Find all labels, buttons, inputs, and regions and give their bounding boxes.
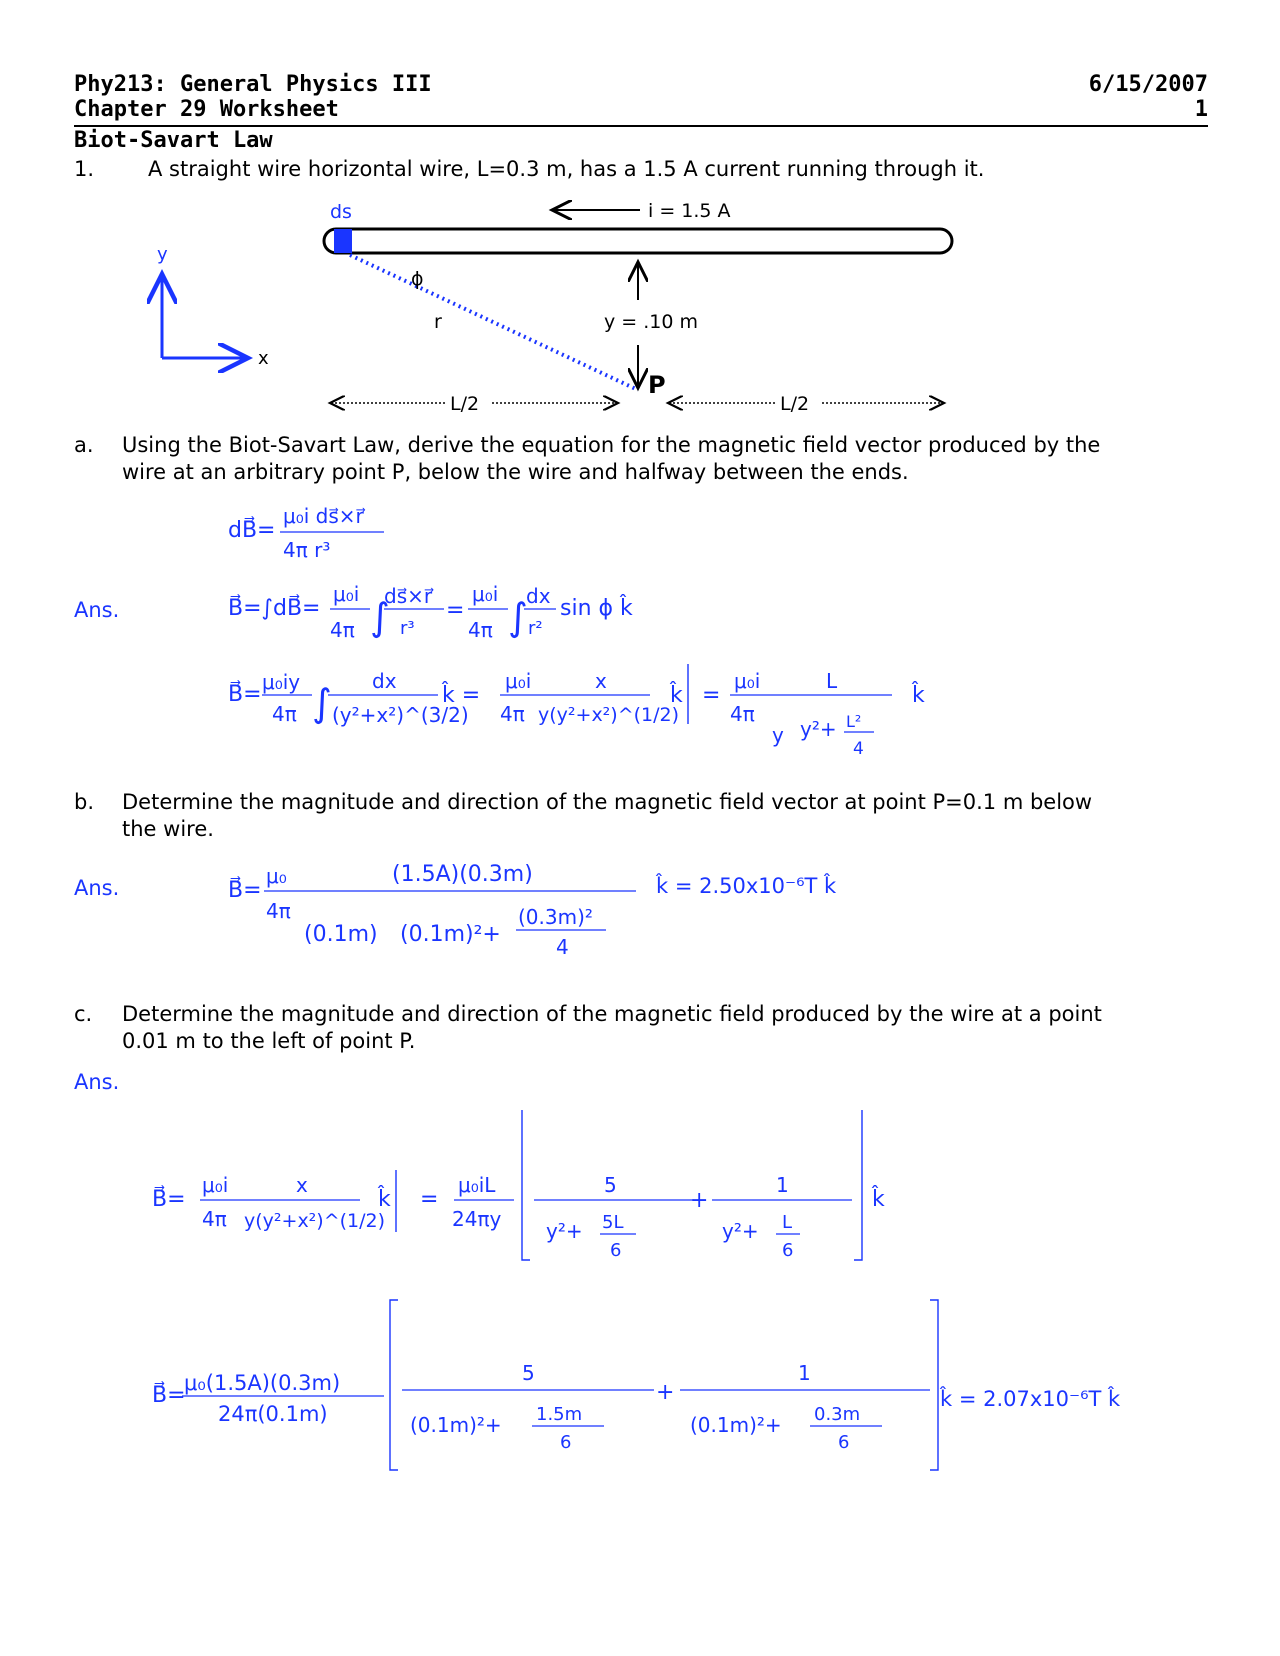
c1-muil: μ₀iL	[458, 1173, 496, 1197]
c1-5l: 5L	[602, 1212, 624, 1233]
phi-label: ϕ	[411, 268, 424, 290]
part-a-letter: a.	[74, 433, 94, 457]
eq3-x: x	[595, 669, 607, 693]
eq2-lhs: B⃗=∫dB⃗=	[228, 596, 321, 621]
x-axis-label: x	[258, 348, 269, 369]
eq2-integral2: ∫	[508, 595, 528, 639]
part-a-line2: wire at an arbitrary point P, below the wire and halfway between the ends.	[122, 460, 909, 484]
worksheet-title: Chapter 29 Worksheet	[74, 97, 339, 122]
eq3-r-num: μ₀i	[734, 669, 761, 693]
c1-eq: =	[420, 1187, 439, 1212]
part-b-equation	[0, 840, 1280, 1000]
eq3-dx: dx	[372, 669, 397, 693]
eq3-y2: y²+	[800, 717, 837, 741]
problem-number: 1.	[74, 157, 95, 181]
part-a-line1: Using the Biot-Savart Law, derive the equation for the magnetic field vector produced by the	[122, 433, 1101, 457]
current-label: i = 1.5 A	[648, 200, 731, 222]
part-c-equations	[0, 1110, 1280, 1490]
eq3-m-num: μ₀i	[505, 669, 532, 693]
y-distance-label: y = .10 m	[604, 311, 699, 333]
eq2-eq: =	[446, 598, 465, 623]
eq3-4: 4	[853, 739, 864, 759]
section-title: Biot-Savart Law	[74, 128, 273, 153]
eq3-k3: k̂	[912, 683, 925, 708]
b-den2: (0.1m)²+	[400, 922, 501, 947]
course-title: Phy213: General Physics III	[74, 72, 432, 97]
c1-k: k̂	[378, 1187, 391, 1212]
c2-num: μ₀(1.5A)(0.3m)	[184, 1371, 341, 1395]
c1-den: y(y²+x²)^(1/2)	[244, 1210, 386, 1232]
b-4pi: 4π	[266, 899, 291, 923]
eq2-r2: r²	[528, 618, 543, 639]
part-c-ans-label: Ans.	[74, 1070, 120, 1094]
c2-03m: 0.3m	[814, 1404, 861, 1425]
c2-6b: 6	[838, 1432, 850, 1453]
eq3-L2: L²	[846, 712, 862, 731]
eq3-integral: ∫	[312, 681, 332, 725]
eq1-num: μ₀i ds⃗×r⃗	[283, 504, 364, 528]
c2-lhs: B⃗=	[152, 1383, 186, 1408]
part-b-line2: the wire.	[122, 817, 214, 841]
y-axis-label: y	[157, 244, 168, 265]
problem-statement: A straight wire horizontal wire, L=0.3 m, has a 1.5 A current running through it.	[148, 157, 985, 181]
c1-5: 5	[604, 1173, 617, 1197]
eq3-y: y	[772, 723, 784, 747]
eq2-f1-num: μ₀i	[333, 582, 360, 606]
eq3-eq: =	[702, 683, 721, 708]
c2-b: (0.1m)²+	[690, 1413, 782, 1437]
c1-mu: μ₀i	[202, 1173, 229, 1197]
c1-lhs: B⃗=	[152, 1187, 186, 1212]
part-a-ans-label: Ans.	[74, 598, 120, 622]
b-den1: (0.1m)	[304, 922, 378, 947]
c2-1: 1	[798, 1361, 811, 1385]
eq2-int-num: ds⃗×r⃗	[384, 584, 433, 608]
c1-x: x	[296, 1173, 308, 1197]
c1-1: 1	[776, 1173, 789, 1197]
eq2-f1-den: 4π	[330, 618, 355, 642]
eq3-L: L	[826, 669, 838, 693]
page-number: 1	[1194, 97, 1208, 122]
eq2-f2-den: 4π	[468, 618, 493, 642]
part-b-letter: b.	[74, 790, 95, 814]
eq3-xden: y(y²+x²)^(1/2)	[538, 704, 680, 726]
c1-k2: k̂	[872, 1187, 885, 1212]
eq3-m-den: 4π	[500, 702, 525, 726]
c1-24piy: 24πy	[452, 1207, 502, 1231]
c1-L: L	[782, 1212, 793, 1233]
r-label: r	[434, 311, 442, 333]
part-c-line2: 0.01 m to the left of point P.	[122, 1029, 416, 1053]
part-c-result: k̂ = 2.07x10⁻⁶T k̂	[940, 1387, 1121, 1411]
c2-den: 24π(0.1m)	[218, 1402, 328, 1426]
c2-plus: +	[656, 1380, 675, 1405]
b-num: (1.5A)(0.3m)	[392, 862, 533, 887]
c1-plus: +	[690, 1188, 709, 1213]
c1-y2b: y²+	[722, 1219, 759, 1243]
part-b-line1: Determine the magnitude and direction of the magnetic field vector at point P=0.1 m below	[122, 790, 1093, 814]
c2-a: (0.1m)²+	[410, 1413, 502, 1437]
c1-4pi: 4π	[202, 1207, 227, 1231]
b-lhs: B⃗=	[228, 878, 262, 903]
eq3-r-den: 4π	[730, 702, 755, 726]
c2-5: 5	[522, 1361, 535, 1385]
eq3-c-den: 4π	[272, 702, 297, 726]
b-den3: (0.3m)²	[518, 905, 593, 929]
header-date: 6/15/2007	[1088, 72, 1208, 97]
part-a-equations	[0, 0, 1280, 800]
eq2-tail: sin ϕ k̂	[560, 596, 633, 621]
eq2-f2-num: μ₀i	[472, 582, 499, 606]
eq2-integral: ∫	[370, 595, 390, 639]
c2-6a: 6	[560, 1432, 572, 1453]
c1-y2a: y²+	[546, 1219, 583, 1243]
eq3-c-num: μ₀iy	[262, 670, 301, 694]
part-c-line1: Determine the magnitude and direction of the magnetic field produced by the wire at a point	[122, 1002, 1102, 1026]
eq1-den: 4π r³	[283, 538, 331, 562]
part-b-ans-label: Ans.	[74, 876, 120, 900]
eq2-dx: dx	[526, 584, 551, 608]
eq3-den: (y²+x²)^(3/2)	[332, 703, 469, 727]
part-c-letter: c.	[74, 1002, 93, 1026]
eq1-lhs: dB⃗=	[228, 518, 276, 543]
half-right-label: L/2	[780, 393, 810, 415]
eq3-lhs: B⃗=	[228, 682, 262, 707]
ds-label: ds	[330, 201, 352, 223]
c2-15m: 1.5m	[536, 1404, 583, 1425]
c1-6b: 6	[782, 1240, 794, 1261]
eq3-k: k̂ =	[442, 683, 481, 708]
c1-6a: 6	[610, 1240, 622, 1261]
part-b-result: k̂ = 2.50x10⁻⁶T k̂	[656, 874, 837, 898]
b-den4: 4	[556, 935, 569, 959]
eq2-int-den: r³	[400, 618, 415, 639]
point-p-label: P	[648, 371, 666, 399]
b-mu: μ₀	[266, 864, 287, 888]
eq3-k2: k̂	[670, 683, 683, 708]
half-left-label: L/2	[450, 393, 480, 415]
